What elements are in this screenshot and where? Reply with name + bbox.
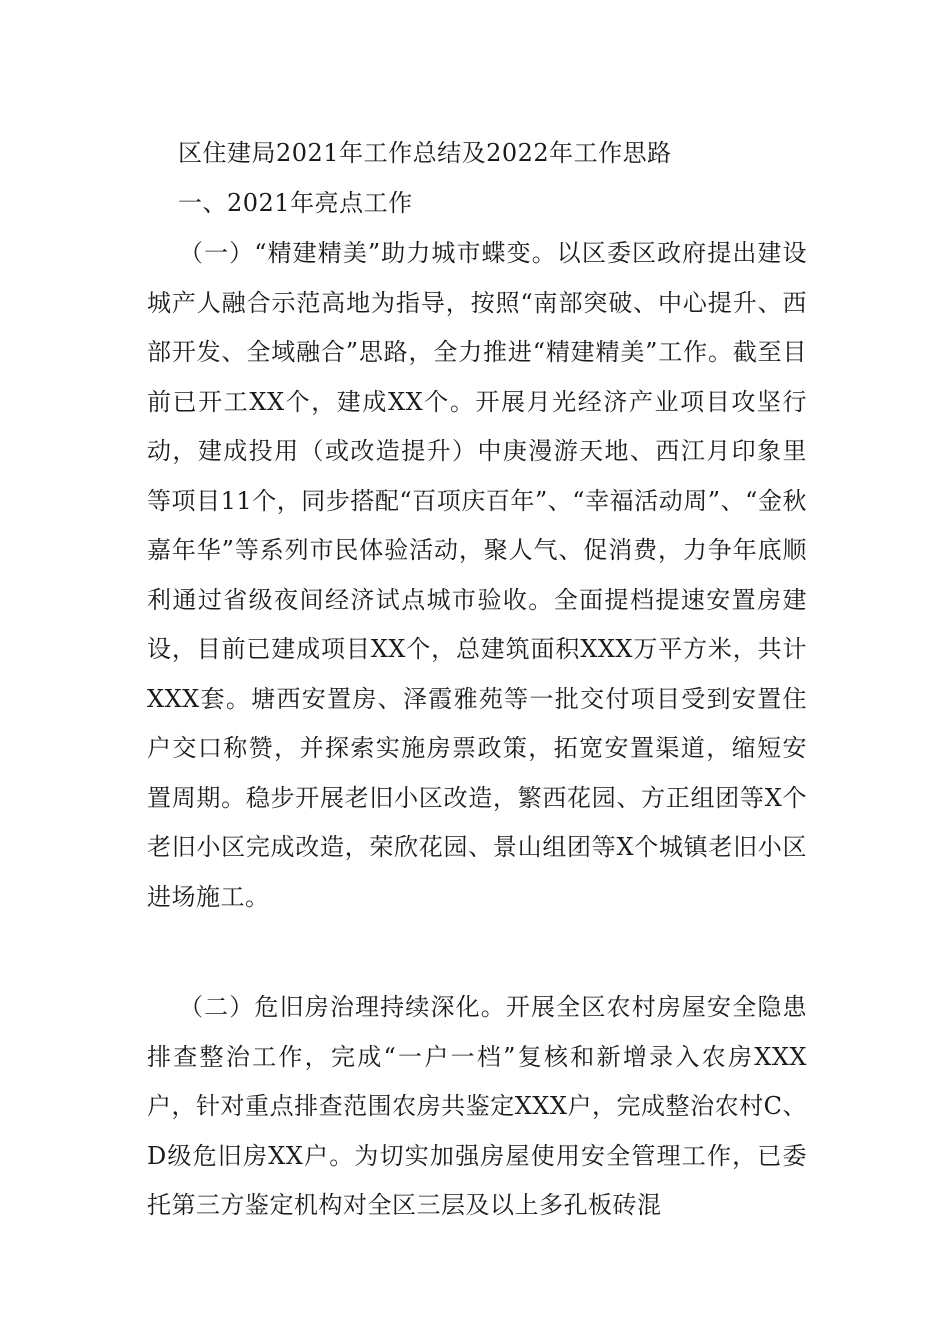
document-title: 区住建局2021年工作总结及2022年工作思路: [178, 139, 672, 167]
paragraph-1: （一）“精建精美”助力城市蝶变。以区委区政府提出建设城产人融合示范高地为指导，按照“南部突破、中心提升、西部开发、全域融合”思路，全力推进“精建精美”工作。截至目前已开工XX个，建成XX个。开展月光经济产业项目攻坚行动，建成投用（或改造提升）中庚漫游天地、西江月印象里等项目11个，同步搭配“百项庆百年”、“幸福活动周”、“金秋嘉年华”等系列市民体验活动，聚人气、促消费，力争年底顺利通过省级夜间经济试点城市验收。全面提档提速安置房建设，目前已建成项目XX个，总建筑面积XXX万平方米，共计XXX套。塘西安置房、泽霞雅苑等一批交付项目受到安置住户交口称赞，并探索实施房票政策，拓宽安置渠道，缩短安置周期。稳步开展老旧小区改造，繁西花园、方正组团等X个老旧小区完成改造，荣欣花园、景山组团等X个城镇老旧小区进场施工。: [147, 239, 807, 911]
section-heading: 一、2021年亮点工作: [178, 189, 413, 217]
paragraph-2: （二）危旧房治理持续深化。开展全区农村房屋安全隐患排查整治工作，完成“一户一档”复核和新增录入农房XXX户，针对重点排查范围农房共鉴定XXX户，完成整治农村C、D级危旧房XX户。为切实加强房屋使用安全管理工作，已委托第三方鉴定机构对全区三层及以上多孔板砖混: [147, 993, 807, 1219]
